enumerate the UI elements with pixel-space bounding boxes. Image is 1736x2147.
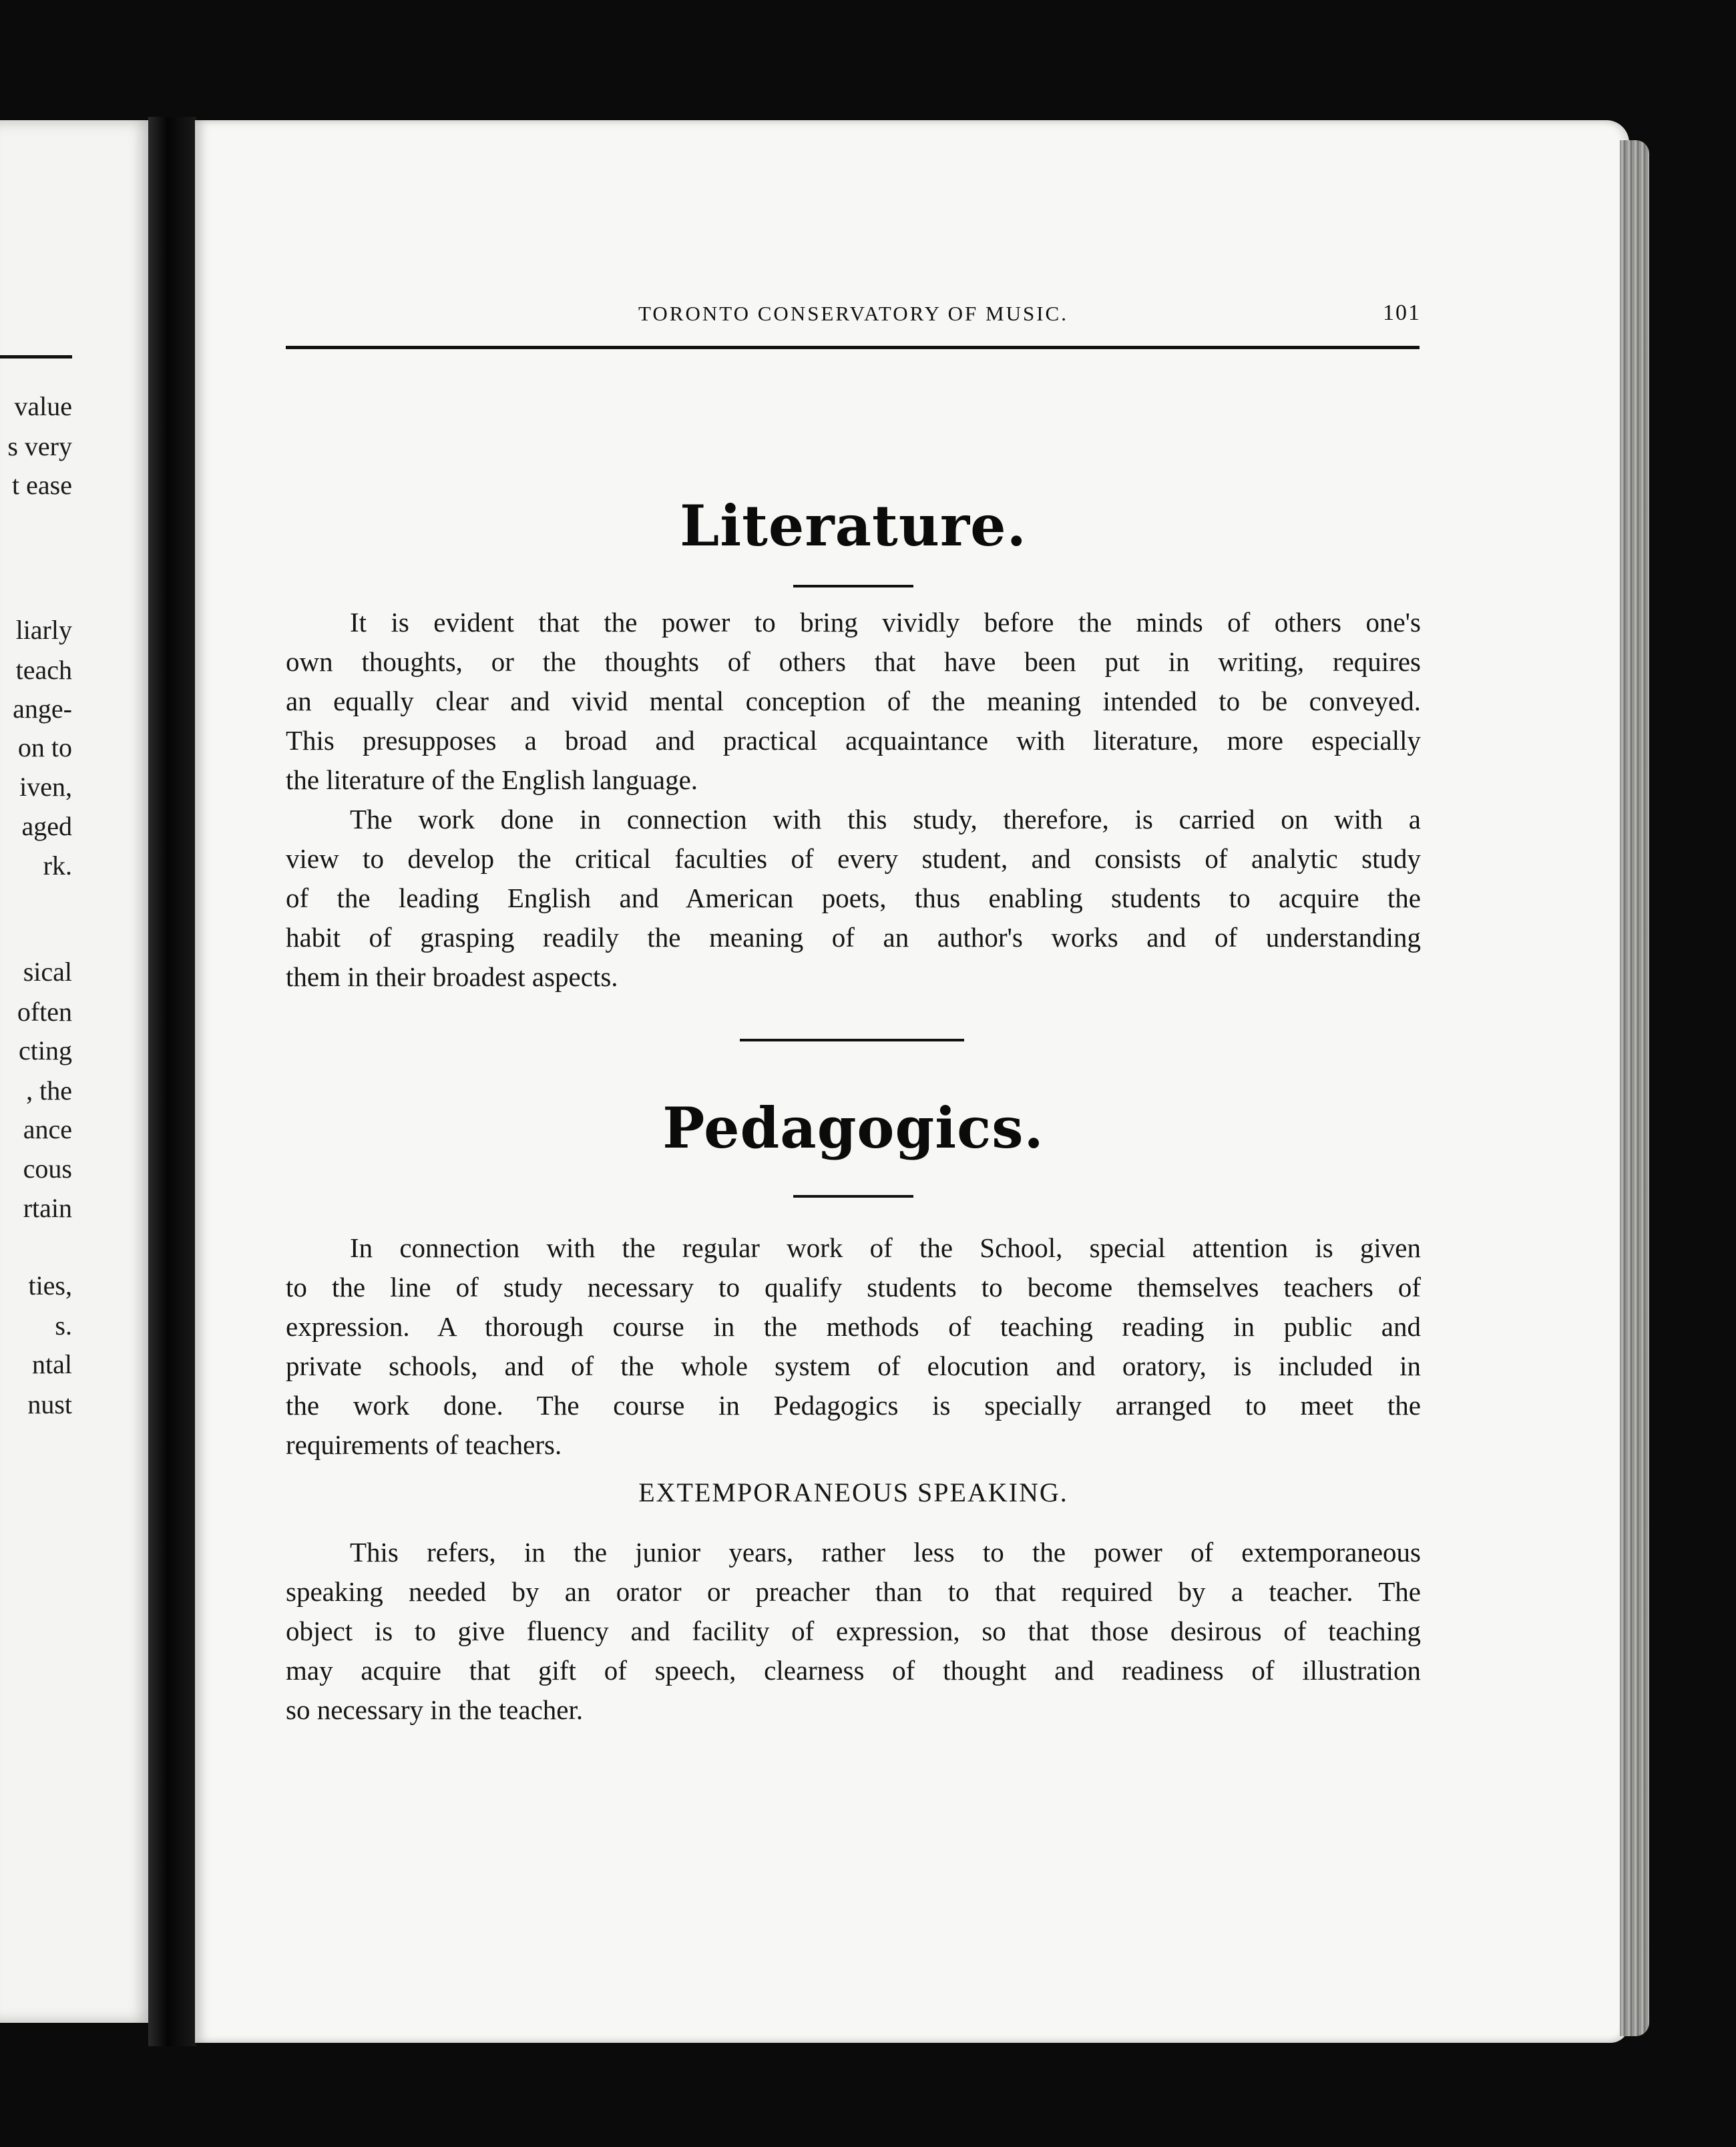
left-fragment: cting: [19, 1035, 72, 1065]
literature-heading: Literature.: [680, 493, 1027, 559]
left-fragment: s.: [55, 1310, 72, 1341]
text-line: an equally clear and vivid mental conception of the meaning intended to be conveyed.: [286, 686, 1421, 716]
text-line: habit of grasping readily the meaning of an author's works and of understanding: [286, 922, 1421, 953]
text-line: This refers, in the junior years, rather less to the power of extemporaneous: [350, 1537, 1421, 1568]
text-line: object is to give fluency and facility of expression, so that those desirous of teaching: [286, 1616, 1421, 1646]
book-gutter: [148, 117, 196, 2046]
text-line: requirements of teachers.: [286, 1429, 562, 1460]
right-page: [195, 120, 1629, 2043]
literature-paragraph-1: [286, 603, 1421, 800]
text-line: The work done in connection with this study, therefore, is carried on with a: [350, 804, 1421, 834]
text-line: speaking needed by an orator or preacher than to that required by a teacher. The: [286, 1576, 1421, 1607]
literature-paragraph-2: [286, 800, 1421, 997]
left-fragment: on to: [17, 732, 72, 762]
left-fragment: teach: [15, 655, 72, 685]
literature-heading-rule: [793, 585, 913, 587]
left-fragment: sical: [23, 957, 72, 987]
left-fragment: ance: [23, 1114, 72, 1144]
pedagogics-heading: Pedagogics.: [662, 1095, 1044, 1161]
left-fragment: often: [17, 997, 72, 1027]
left-fragment: ntal: [32, 1349, 72, 1379]
running-head: [286, 302, 1421, 335]
left-fragment: value: [14, 391, 72, 421]
header-rule: [286, 346, 1420, 349]
left-fragment: aged: [21, 811, 72, 841]
text-line: In connection with the regular work of the School, special attention is given: [350, 1232, 1421, 1263]
pedagogics-paragraph: [286, 1228, 1421, 1465]
section-divider: [740, 1039, 964, 1041]
extemporaneous-paragraph: [286, 1533, 1421, 1730]
extemporaneous-heading: EXTEMPORANEOUS SPEAKING.: [638, 1477, 1068, 1507]
text-line: expression. A thorough course in the methods of teaching reading in public and: [286, 1311, 1421, 1342]
pedagogics-heading-rule: [793, 1195, 913, 1198]
text-line: view to develop the critical faculties of every student, and consists of analytic study: [286, 843, 1421, 874]
left-fragment: liarly: [15, 615, 72, 645]
left-fragment: ange-: [13, 694, 72, 724]
left-fragment: t ease: [12, 470, 72, 500]
left-fragment: cous: [23, 1154, 72, 1184]
text-line: the literature of the English language.: [286, 764, 698, 795]
left-fragment: rk.: [43, 851, 72, 881]
text-line: so necessary in the teacher.: [286, 1694, 584, 1725]
left-fragment: s very: [7, 431, 72, 461]
page-number: 101: [1383, 300, 1421, 325]
text-line: the work done. The course in Pedagogics is specially arranged to meet the: [286, 1390, 1421, 1421]
left-fragment: nust: [27, 1389, 72, 1419]
running-title: TORONTO CONSERVATORY OF MUSIC.: [638, 302, 1068, 325]
text-line: may acquire that gift of speech, clearness of thought and readiness of illustration: [286, 1655, 1421, 1686]
left-fragment: , the: [26, 1076, 72, 1106]
left-fragment: iven,: [19, 772, 72, 802]
left-page-fragments: [0, 0, 155, 2147]
text-line: This presupposes a broad and practical acquaintance with literature, more especially: [286, 725, 1421, 756]
text-line: private schools, and of the whole system of elocution and oratory, is included in: [286, 1351, 1421, 1381]
left-fragment: rtain: [23, 1193, 72, 1223]
text-line: of the leading English and American poets, thus enabling students to acquire the: [286, 883, 1421, 913]
page-edges: [1620, 140, 1649, 2036]
text-line: them in their broadest aspects.: [286, 961, 618, 992]
text-line: to the line of study necessary to qualify students to become themselves teachers of: [286, 1272, 1421, 1302]
left-fragment: ties,: [28, 1270, 72, 1300]
text-line: It is evident that the power to bring vividly before the minds of others one's: [350, 607, 1421, 638]
text-line: own thoughts, or the thoughts of others that have been put in writing, requires: [286, 646, 1421, 677]
